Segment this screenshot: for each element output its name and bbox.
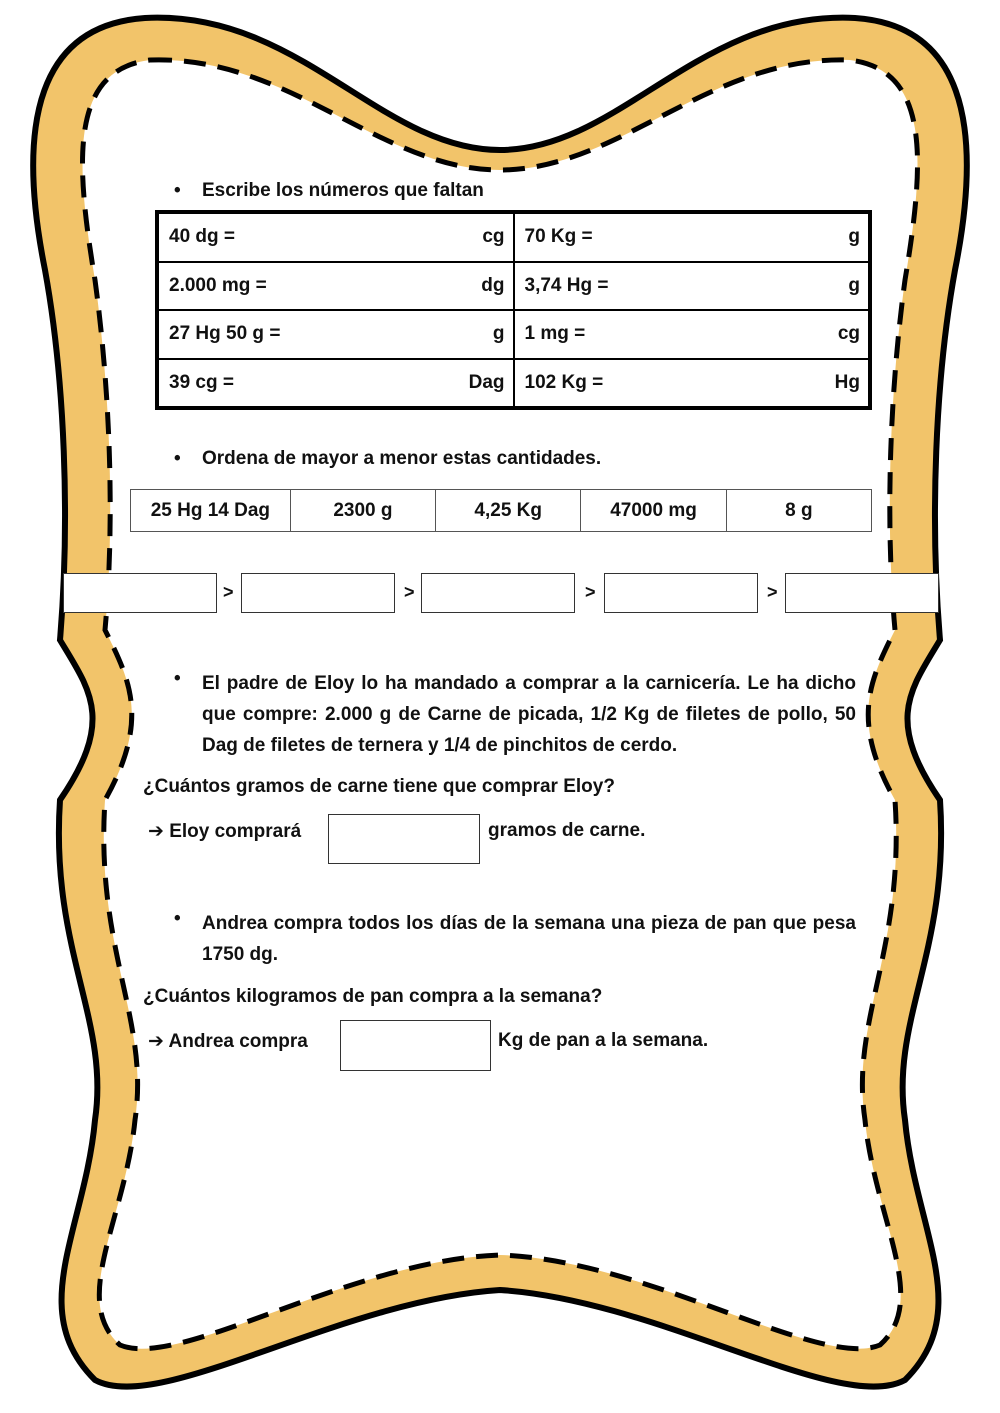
conversion-value: 40 dg = xyxy=(169,226,235,248)
conversion-value: 27 Hg 50 g = xyxy=(169,323,281,345)
conversion-unit: Hg xyxy=(834,371,860,393)
answer-1-prefix-text: Eloy comprará xyxy=(169,821,302,842)
grams-answer-box[interactable] xyxy=(328,814,480,864)
answer-2-suffix: Kg de pan a la semana. xyxy=(498,1030,709,1051)
conversion-cell[interactable] xyxy=(514,359,870,408)
quantity-cell[interactable]: 4,25 Kg xyxy=(436,490,581,531)
problem-1-text: El padre de Eloy lo ha mandado a comprar a la carnicería. Le ha dicho que compre: 2.000 g de Carne de picada, 1/2 Kg de filetes de pollo, 50 Dag de filetes de ternera y 1/4 de pinchitos de cerdo. xyxy=(202,673,856,756)
question-2: ¿Cuántos kilogramos de pan compra a la semana? xyxy=(143,986,603,1007)
conversion-value: 39 cg = xyxy=(169,371,234,393)
conversion-value: 102 Kg = xyxy=(524,371,604,393)
conversion-cell[interactable] xyxy=(514,262,870,311)
conversion-cell[interactable] xyxy=(514,310,870,359)
arrow-right-icon: ➔ xyxy=(148,1031,164,1052)
conversion-cell[interactable] xyxy=(158,213,514,262)
order-drop-box[interactable] xyxy=(421,573,575,613)
bullet: • xyxy=(174,908,181,929)
conversion-value: 3,74 Hg = xyxy=(524,274,609,296)
bullet: • xyxy=(174,448,181,469)
conversion-value: 70 Kg = xyxy=(524,226,593,248)
bullet: • xyxy=(174,180,181,201)
answer-1-suffix: gramos de carne. xyxy=(488,820,646,841)
instruction-2 xyxy=(170,448,601,470)
quantities-row xyxy=(130,489,872,532)
conversion-unit: g xyxy=(848,274,860,296)
quantity-cell[interactable]: 8 g xyxy=(785,499,813,521)
conversion-cell[interactable] xyxy=(158,359,514,408)
question-1: ¿Cuántos gramos de carne tiene que comprar Eloy? xyxy=(143,776,615,797)
conversion-cell[interactable] xyxy=(514,213,870,262)
conversion-unit: cg xyxy=(837,323,860,345)
order-answer-row xyxy=(63,573,941,615)
conversion-unit: dg xyxy=(481,274,505,296)
problem-2-text: Andrea compra todos los días de la semana una pieza de pan que pesa 1750 dg. xyxy=(202,913,856,965)
conversion-unit: g xyxy=(492,323,505,345)
instruction-1-text: Escribe los números que faltan xyxy=(202,180,484,201)
arrow-right-icon: ➔ xyxy=(148,821,164,842)
instruction-1 xyxy=(170,180,484,202)
conversion-unit: cg xyxy=(482,226,505,248)
order-drop-box[interactable] xyxy=(241,573,395,613)
conversion-table xyxy=(155,210,872,410)
conversion-value: 1 mg = xyxy=(524,323,586,345)
order-drop-box[interactable] xyxy=(785,573,939,613)
kilograms-answer-box[interactable] xyxy=(340,1020,491,1071)
answer-1-prefix xyxy=(148,820,301,843)
conversion-unit: Dag xyxy=(468,371,505,393)
problem-2 xyxy=(170,908,856,970)
conversion-unit: g xyxy=(848,226,860,248)
greater-than-sign: > xyxy=(404,582,415,602)
conversion-value: 2.000 mg = xyxy=(169,274,267,296)
order-drop-box[interactable] xyxy=(604,573,758,613)
conversion-cell[interactable] xyxy=(158,262,514,311)
quantity-cell[interactable]: 47000 mg xyxy=(581,490,726,531)
quantity-cell[interactable]: 25 Hg 14 Dag xyxy=(131,490,291,531)
quantity-cell[interactable]: 2300 g xyxy=(291,490,436,531)
instruction-2-text: Ordena de mayor a menor estas cantidades. xyxy=(202,448,602,469)
answer-2-prefix-text: Andrea compra xyxy=(168,1031,308,1052)
problem-1 xyxy=(170,668,856,761)
bullet: • xyxy=(174,668,181,689)
answer-2-prefix xyxy=(148,1030,308,1053)
greater-than-sign: > xyxy=(767,582,778,602)
greater-than-sign: > xyxy=(223,582,234,602)
order-drop-box[interactable] xyxy=(63,573,217,613)
conversion-cell[interactable] xyxy=(158,310,514,359)
greater-than-sign: > xyxy=(585,582,596,602)
